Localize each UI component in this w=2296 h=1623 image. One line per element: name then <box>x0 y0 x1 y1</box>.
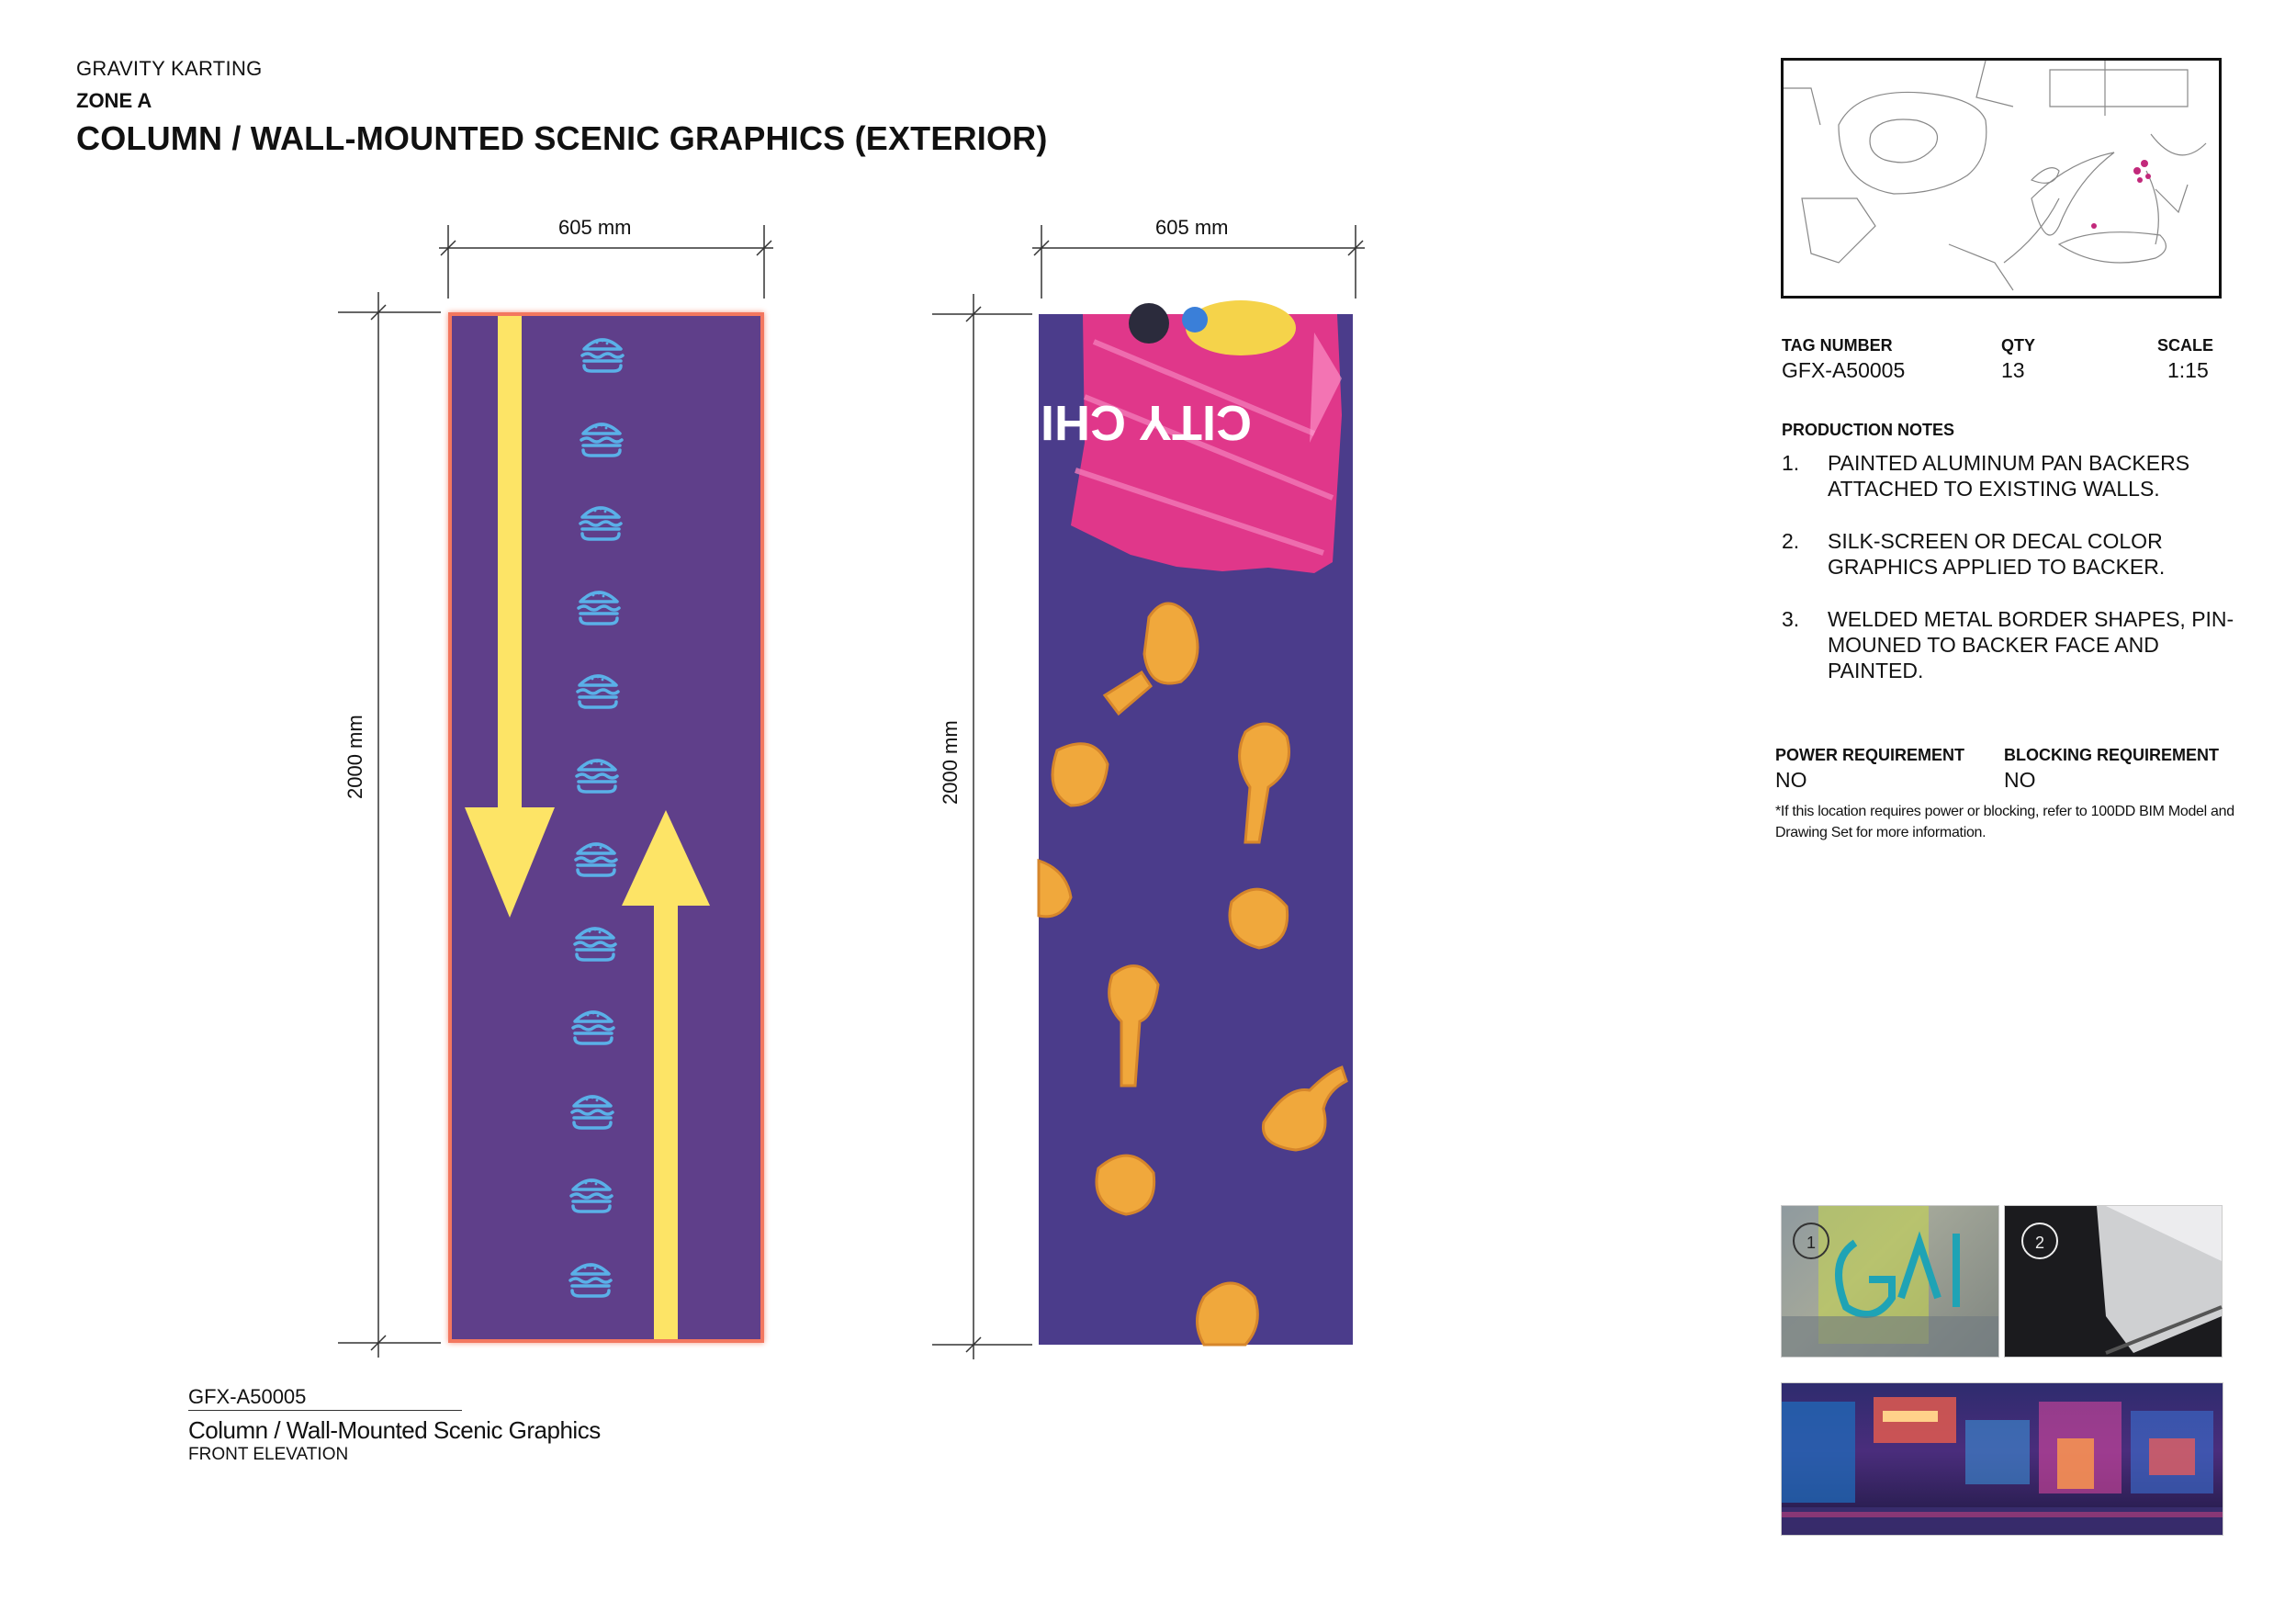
burger-icon <box>569 1005 617 1047</box>
qty-label: QTY <box>2001 336 2036 355</box>
burger-icon <box>571 921 619 964</box>
scale-label: SCALE <box>2157 336 2214 355</box>
power-requirement-value: NO <box>1775 768 1807 792</box>
up-arrow-head <box>622 810 710 906</box>
reference-image-2 <box>2004 1205 2223 1358</box>
drawing-view: FRONT ELEVATION <box>188 1445 349 1464</box>
burger-icon <box>579 332 626 375</box>
note-text: WELDED METAL BORDER SHAPES, PIN-MOUNED TO BACKER FACE AND PAINTED. <box>1828 607 2234 682</box>
burger-icon <box>575 585 623 627</box>
width-dimension-a: 605 mm <box>558 216 632 239</box>
drawing-label-underline <box>188 1410 462 1411</box>
reference-image-1 <box>1781 1205 1999 1358</box>
note-text: SILK-SCREEN OR DECAL COLOR GRAPHICS APPLIED TO BACKER. <box>1828 529 2166 579</box>
tag-number-label: TAG NUMBER <box>1782 336 1893 355</box>
production-notes-heading: PRODUCTION NOTES <box>1782 421 1955 439</box>
bag-brand-text: CITY CHIPS <box>974 395 1252 450</box>
reference-image-3 <box>1781 1382 2223 1536</box>
qty-value: 13 <box>2001 358 2025 382</box>
chips <box>1039 603 1346 1345</box>
height-dimension-b: 2000 mm <box>939 720 962 805</box>
width-dimension-b: 605 mm <box>1155 216 1229 239</box>
blocking-requirement-label: BLOCKING REQUIREMENT <box>2004 746 2219 764</box>
burger-icon <box>567 1257 614 1300</box>
reference-badge-2: 2 <box>2021 1223 2058 1259</box>
burger-icon <box>572 837 620 879</box>
production-note-1 <box>1782 450 2259 502</box>
chips-graphic <box>974 314 1353 1345</box>
production-note-3 <box>1782 606 2259 683</box>
zone-label: ZONE A <box>76 89 152 112</box>
elevation-a-panel <box>448 312 764 1343</box>
tag-number-value: GFX-A50005 <box>1782 358 1906 382</box>
burger-icon <box>577 501 625 543</box>
requirements-footnote: *If this location requires power or blocking, refer to 100DD BIM Model and Drawing Set for more information. <box>1775 804 2234 840</box>
key-plan-markers <box>2091 160 2151 229</box>
sheet-title: COLUMN / WALL-MOUNTED SCENIC GRAPHICS (EXTERIOR) <box>76 119 1048 157</box>
scale-value: 1:15 <box>2167 358 2209 382</box>
burger-icon <box>574 669 622 711</box>
note-text: PAINTED ALUMINUM PAN BACKERS ATTACHED TO EXISTING WALLS. <box>1828 451 2190 501</box>
up-arrow-shaft <box>654 904 678 1339</box>
drawing-name: Column / Wall-Mounted Scenic Graphics <box>188 1416 601 1444</box>
down-arrow-shaft <box>498 316 522 812</box>
height-dimension-a: 2000 mm <box>343 715 366 799</box>
production-note-2 <box>1782 528 2259 580</box>
burger-icon <box>578 417 625 459</box>
key-plan <box>1781 58 2222 299</box>
note-number: 1. <box>1782 451 1800 475</box>
power-requirement-label: POWER REQUIREMENT <box>1775 746 1965 764</box>
burger-icon <box>568 1173 615 1215</box>
neon-street-photo <box>1782 1383 2223 1535</box>
reference-badge-1: 1 <box>1793 1223 1829 1259</box>
elevation-b-panel <box>974 314 1353 1345</box>
note-number: 3. <box>1782 607 1800 631</box>
blocking-requirement-value: NO <box>2004 768 2036 792</box>
burger-icon <box>568 1089 616 1132</box>
burger-icon <box>573 753 621 795</box>
project-name: GRAVITY KARTING <box>76 57 263 80</box>
drawing-tag: GFX-A50005 <box>188 1385 307 1408</box>
note-number: 2. <box>1782 529 1800 553</box>
key-plan-drawing <box>1784 61 2219 296</box>
down-arrow-head <box>465 807 555 918</box>
